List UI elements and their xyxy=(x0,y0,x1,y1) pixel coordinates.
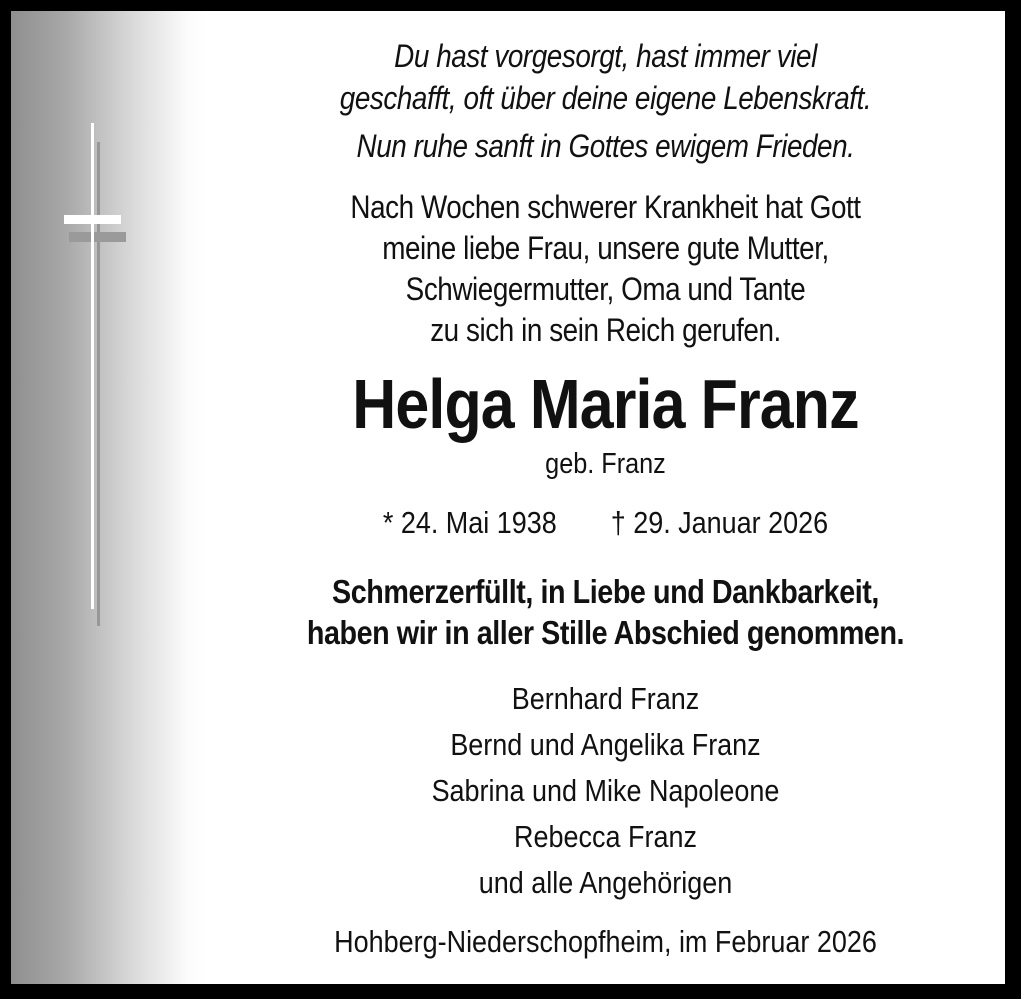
obituary-card xyxy=(11,11,1005,984)
epitaph-line-2: geschafft, oft über deine eigene Lebenskraft. xyxy=(339,80,872,116)
death-date: † 29. Januar 2026 xyxy=(610,505,829,540)
announcement-text xyxy=(258,187,953,351)
mourner-name: Sabrina und Mike Napoleone xyxy=(431,773,780,808)
mourner-name: Bernd und Angelika Franz xyxy=(450,727,761,762)
memorial-gradient-panel xyxy=(11,11,206,984)
life-dates-row xyxy=(258,505,953,541)
obituary-content xyxy=(258,11,953,984)
farewell-line-1: Schmerzerfüllt, in Liebe und Dankbarkeit, xyxy=(332,573,879,610)
mourners-list xyxy=(258,676,953,906)
announcement-line-1: Nach Wochen schwerer Krankheit hat Gott xyxy=(350,189,861,225)
epitaph-line-1: Du hast vorgesorgt, hast immer viel xyxy=(394,38,817,74)
announcement-line-3: Schwiegermutter, Oma und Tante xyxy=(405,271,806,307)
mourner-name: Rebecca Franz xyxy=(514,819,697,854)
epitaph-line-3: Nun ruhe sanft in Gottes ewigem Frieden. xyxy=(356,128,855,164)
cross-shadow-horizontal-bar xyxy=(69,232,126,242)
mourner-name: und alle Angehörigen xyxy=(478,865,733,900)
farewell-text xyxy=(258,571,953,653)
farewell-line-2: haben wir in aller Stille Abschied genommen. xyxy=(306,614,905,651)
cross-vertical-bar xyxy=(91,123,94,609)
maiden-name: geb. Franz xyxy=(545,448,666,480)
deceased-name: Helga Maria Franz xyxy=(352,365,859,443)
epitaph-verse xyxy=(258,35,953,167)
birth-date: * 24. Mai 1938 xyxy=(382,505,557,540)
place-date-line: Hohberg-Niederschopfheim, im Februar 2026 xyxy=(334,924,877,959)
cross-horizontal-bar xyxy=(64,215,121,224)
announcement-line-2: meine liebe Frau, unsere gute Mutter, xyxy=(382,230,829,266)
announcement-line-4: zu sich in sein Reich gerufen. xyxy=(430,312,781,348)
mourner-name: Bernhard Franz xyxy=(511,681,700,716)
